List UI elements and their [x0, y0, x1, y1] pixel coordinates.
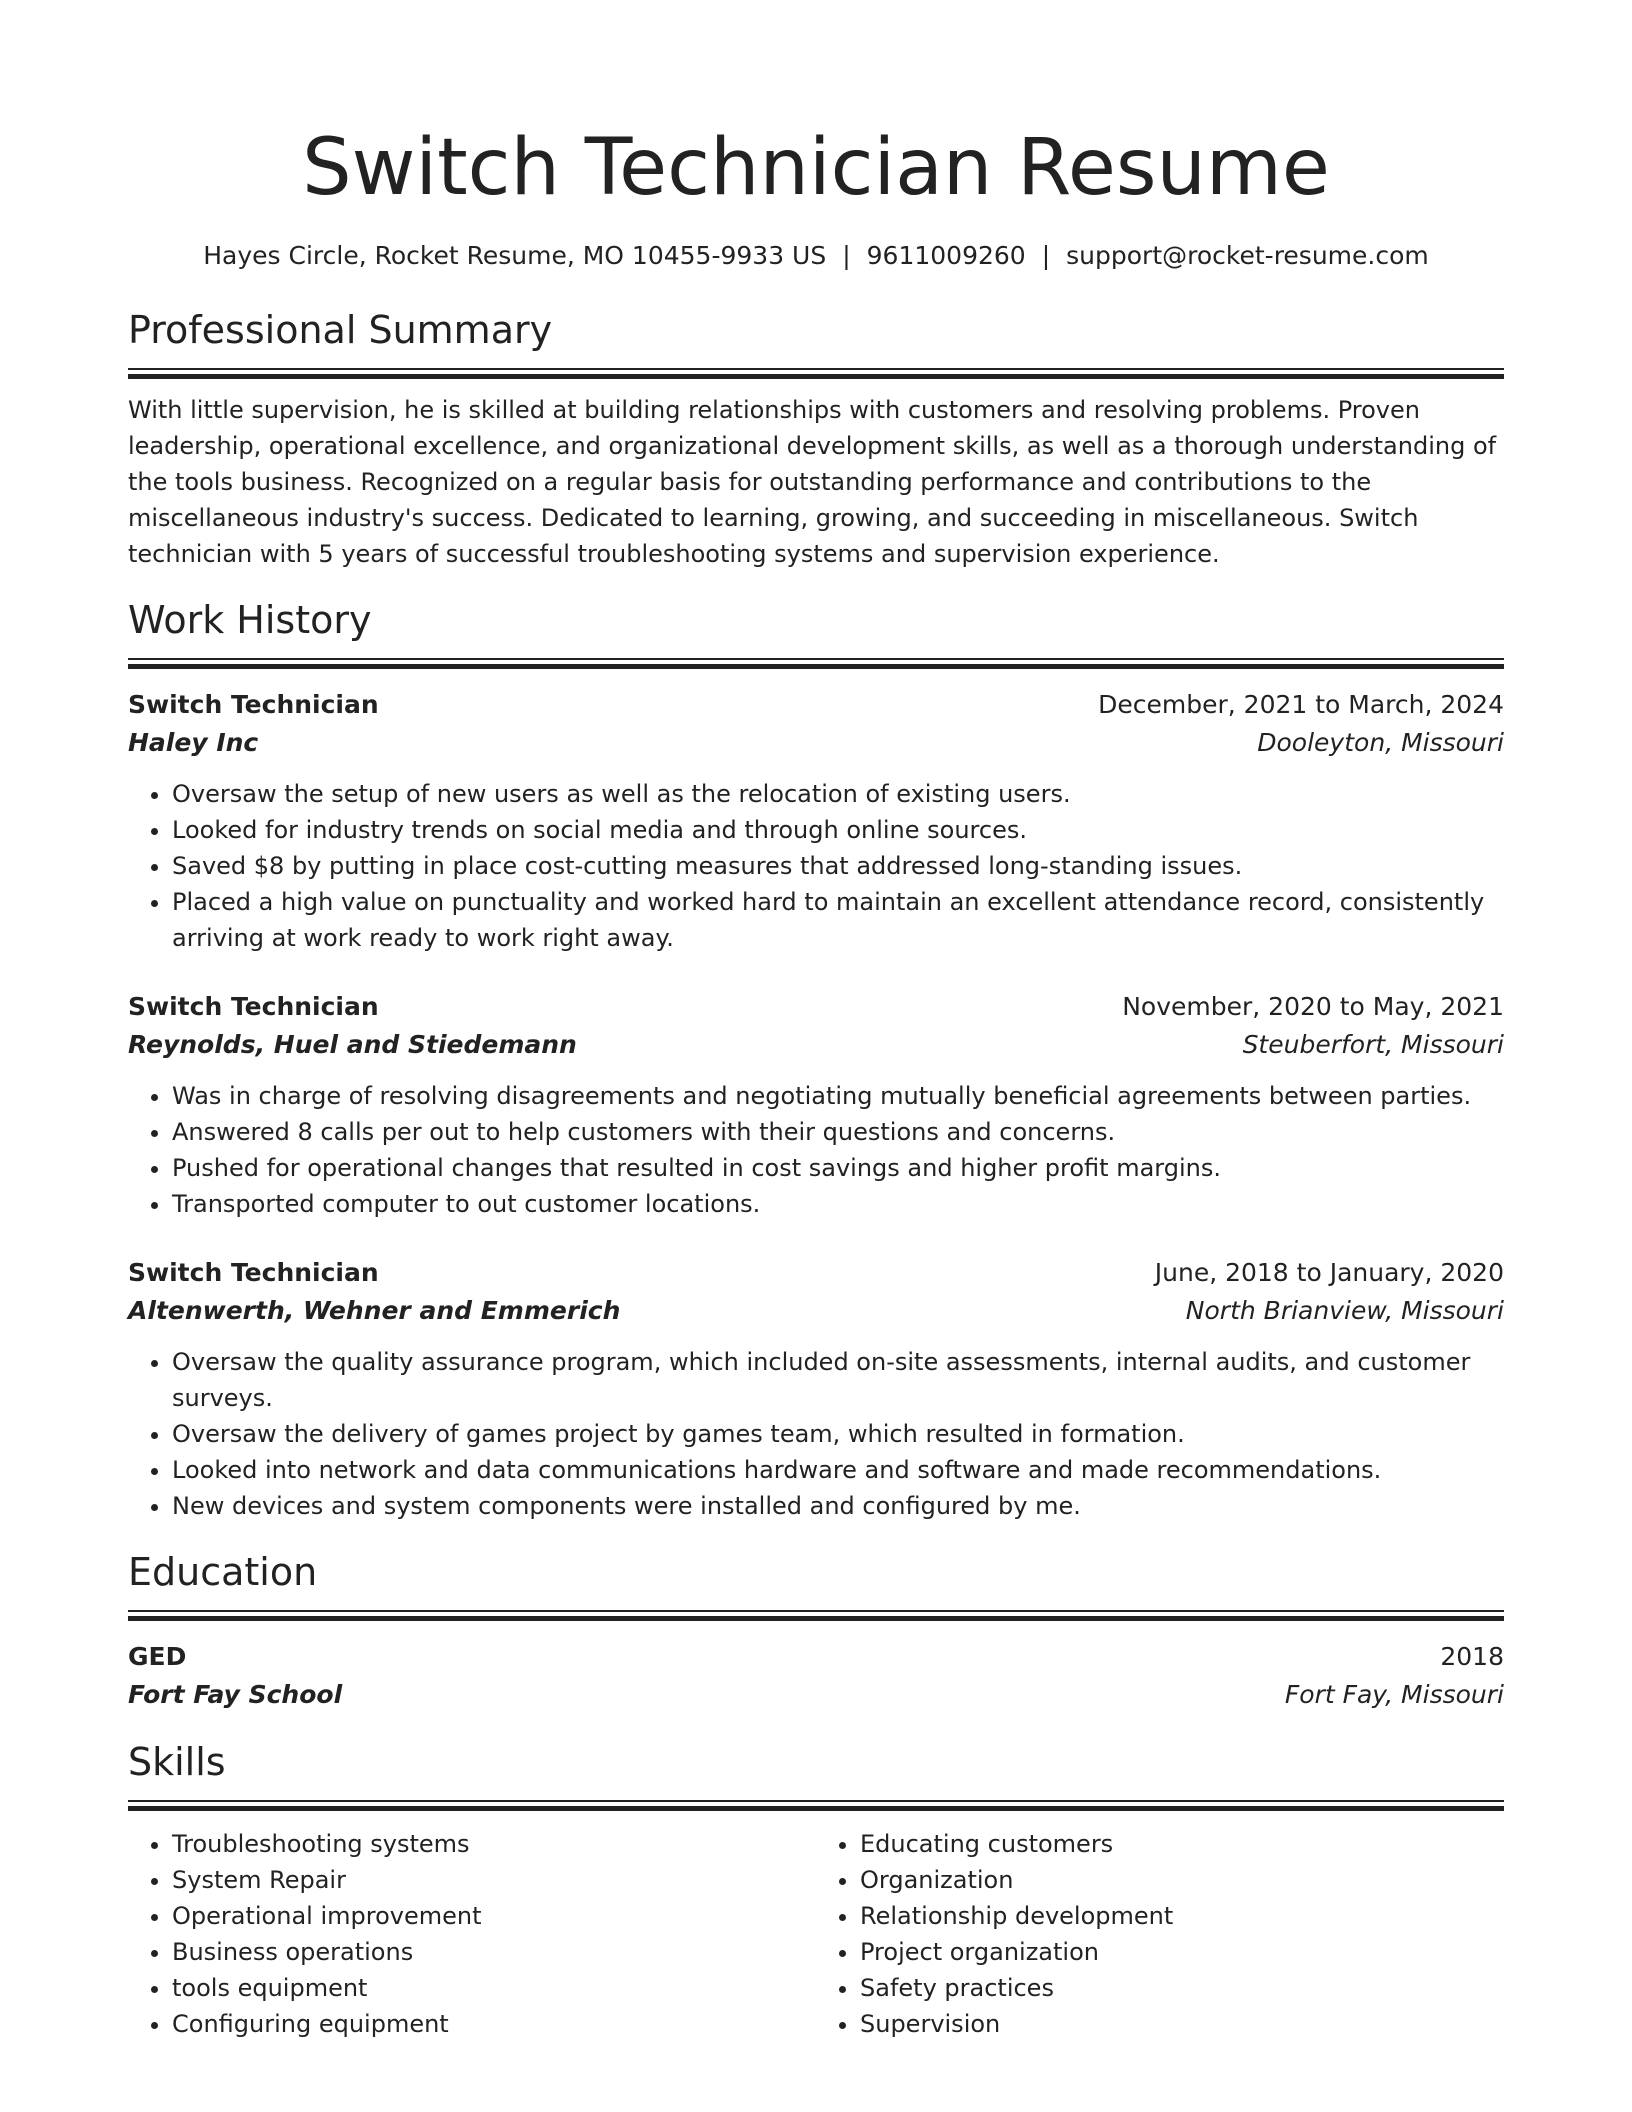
- section-divider: [128, 1800, 1504, 1812]
- skill-item: • Educating customers: [860, 1826, 1504, 1862]
- skill-item: • Project organization: [860, 1934, 1504, 1970]
- section-heading: Professional Summary: [128, 308, 553, 352]
- skill-item: • Supervision: [860, 2006, 1504, 2042]
- section-heading: Education: [128, 1550, 318, 1594]
- job-location: Steuberfort, Missouri: [1242, 1030, 1504, 1059]
- contact-address: Hayes Circle, Rocket Resume, MO 10455-9933 US: [203, 241, 827, 270]
- list-item: • Pushed for operational changes that resulted in cost savings and higher profit margins.: [172, 1150, 1504, 1186]
- skills-grid: [128, 1826, 1504, 2042]
- skill-item: • Safety practices: [860, 1970, 1504, 2006]
- skill-item: • System Repair: [172, 1862, 816, 1898]
- skill-item: • Configuring equipment: [172, 2006, 816, 2042]
- job-company: Reynolds, Huel and Stiedemann: [128, 1030, 577, 1059]
- skill-item: • Relationship development: [860, 1898, 1504, 1934]
- job-company: Altenwerth, Wehner and Emmerich: [128, 1296, 621, 1325]
- skill-item: • Operational improvement: [172, 1898, 816, 1934]
- section-divider: [128, 1610, 1504, 1622]
- section-divider: [128, 368, 1504, 380]
- skill-item: • tools equipment: [172, 1970, 816, 2006]
- job-bullets: [128, 1344, 1504, 1524]
- list-item: • Transported computer to out customer locations.: [172, 1186, 1504, 1222]
- education-school: Fort Fay School: [128, 1680, 343, 1709]
- summary-text: With little supervision, he is skilled at building relationships with customers and resolving problems. Proven leadership, operational excellence, and organizational development skills, as well as a thorough understanding of the tools business. Recognized on a regular basis for outstanding performance and contributions to the miscellaneous industry's success. Dedicated to learning, growing, and succeeding in miscellaneous. Switch technician with 5 years of successful troubleshooting systems and supervision experience.: [128, 396, 1497, 568]
- education-section: [128, 1546, 1504, 1714]
- resume-title: Switch Technician Resume: [302, 123, 1330, 213]
- list-item: • Oversaw the quality assurance program, which included on-site assessments, internal audits, and customer surveys.: [172, 1344, 1504, 1416]
- job-dates: November, 2020 to May, 2021: [1122, 992, 1504, 1021]
- job-company: Haley Inc: [128, 728, 259, 757]
- skills-column-left: [128, 1826, 816, 2042]
- contact-separator: |: [842, 241, 851, 270]
- skill-item: • Organization: [860, 1862, 1504, 1898]
- skill-item: • Troubleshooting systems: [172, 1826, 816, 1862]
- section-divider: [128, 658, 1504, 670]
- section-heading: Skills: [128, 1740, 226, 1784]
- education-year: 2018: [1440, 1642, 1504, 1671]
- job-role: Switch Technician: [128, 1258, 379, 1287]
- list-item: • Answered 8 calls per out to help customers with their questions and concerns.: [172, 1114, 1504, 1150]
- list-item: • Placed a high value on punctuality and worked hard to maintain an excellent attendance record, consistently arriving at work ready to work right away.: [172, 884, 1504, 956]
- skills-section: [128, 1736, 1504, 2042]
- resume-document: [128, 118, 1504, 2042]
- list-item: • Was in charge of resolving disagreements and negotiating mutually beneficial agreements between parties.: [172, 1078, 1504, 1114]
- job-role: Switch Technician: [128, 992, 379, 1021]
- work-history-section: [128, 594, 1504, 1524]
- contact-line: [128, 238, 1504, 274]
- contact-separator: |: [1041, 241, 1051, 270]
- education-location: Fort Fay, Missouri: [1284, 1680, 1504, 1709]
- contact-phone: 9611009260: [866, 241, 1026, 270]
- job-bullets: [128, 776, 1504, 956]
- list-item: • Saved $8 by putting in place cost-cutting measures that addressed long-standing issues.: [172, 848, 1504, 884]
- job-bullets: [128, 1078, 1504, 1222]
- job-location: Dooleyton, Missouri: [1257, 728, 1504, 757]
- education-entry: [128, 1638, 1504, 1714]
- job-role: Switch Technician: [128, 690, 379, 719]
- job-entry: [128, 1254, 1504, 1524]
- summary-section: [128, 304, 1504, 572]
- list-item: • Oversaw the setup of new users as well as the relocation of existing users.: [172, 776, 1504, 812]
- section-heading: Work History: [128, 598, 372, 642]
- job-location: North Brianview, Missouri: [1185, 1296, 1504, 1325]
- list-item: • Looked for industry trends on social media and through online sources.: [172, 812, 1504, 848]
- list-item: • Looked into network and data communications hardware and software and made recommendations.: [172, 1452, 1504, 1488]
- job-dates: June, 2018 to January, 2020: [1154, 1258, 1504, 1287]
- skill-item: • Business operations: [172, 1934, 816, 1970]
- list-item: • Oversaw the delivery of games project by games team, which resulted in formation.: [172, 1416, 1504, 1452]
- job-entry: [128, 988, 1504, 1222]
- list-item: • New devices and system components were installed and configured by me.: [172, 1488, 1504, 1524]
- education-degree: GED: [128, 1642, 187, 1671]
- skills-column-right: [816, 1826, 1504, 2042]
- job-dates: December, 2021 to March, 2024: [1098, 690, 1504, 719]
- contact-email: support@rocket-resume.com: [1066, 241, 1429, 270]
- job-entry: [128, 686, 1504, 956]
